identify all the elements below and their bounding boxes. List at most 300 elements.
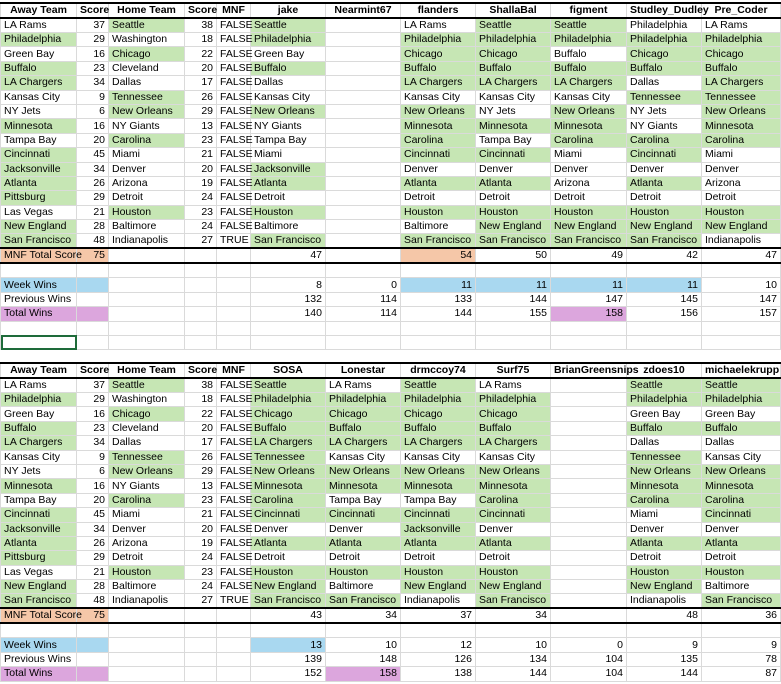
away-team-cell[interactable]: LA Chargers <box>1 76 77 90</box>
mnf-cell[interactable]: FALSE <box>217 551 251 565</box>
pick-cell[interactable]: Philadelphia <box>251 393 326 407</box>
empty-cell[interactable] <box>551 335 627 349</box>
away-score-cell[interactable]: 28 <box>77 220 109 234</box>
home-score-cell[interactable]: 21 <box>185 148 217 162</box>
pick-cell[interactable]: Minnesota <box>326 479 401 493</box>
pick-cell[interactable]: Tampa Bay <box>476 133 551 147</box>
pick-cell[interactable]: Denver <box>401 162 476 176</box>
pick-cell[interactable] <box>326 176 401 190</box>
pick-cell[interactable] <box>551 508 627 522</box>
total-wins-label[interactable]: Total Wins <box>1 307 77 321</box>
empty-cell[interactable] <box>217 652 251 666</box>
pick-cell[interactable] <box>326 133 401 147</box>
pick-cell[interactable]: LA Rams <box>702 18 781 33</box>
week-wins-cell[interactable]: 0 <box>551 638 627 652</box>
home-score-cell[interactable]: 17 <box>185 436 217 450</box>
empty-cell[interactable] <box>185 307 217 321</box>
empty-cell[interactable] <box>185 623 217 637</box>
away-team-cell[interactable]: Cincinnati <box>1 148 77 162</box>
away-score-cell[interactable]: 45 <box>77 508 109 522</box>
pick-cell[interactable]: Buffalo <box>551 61 627 75</box>
week-wins-label[interactable]: Week Wins <box>1 278 77 292</box>
pick-cell[interactable]: Atlanta <box>476 176 551 190</box>
mnf-score-cell[interactable]: 37 <box>401 608 476 623</box>
away-team-cell[interactable]: NY Jets <box>1 464 77 478</box>
pick-cell[interactable]: Detroit <box>627 551 702 565</box>
week-wins-cell[interactable]: 8 <box>251 278 326 292</box>
empty-cell[interactable] <box>109 321 185 335</box>
pick-cell[interactable]: San Francisco <box>251 594 326 609</box>
home-team-cell[interactable]: Houston <box>109 205 185 219</box>
pick-cell[interactable] <box>551 522 627 536</box>
empty-cell[interactable] <box>401 321 476 335</box>
away-team-cell[interactable]: New England <box>1 580 77 594</box>
total-wins-cell[interactable]: 144 <box>476 667 551 681</box>
home-team-cell[interactable]: Detroit <box>109 191 185 205</box>
away-team-cell[interactable]: Philadelphia <box>1 393 77 407</box>
mnf-cell[interactable]: FALSE <box>217 148 251 162</box>
pick-cell[interactable]: Chicago <box>627 47 702 61</box>
mnf-cell[interactable]: FALSE <box>217 378 251 393</box>
pick-cell[interactable]: Kansas City <box>702 450 781 464</box>
empty-cell[interactable] <box>401 263 476 277</box>
empty-cell[interactable] <box>476 321 551 335</box>
column-header[interactable]: drmccoy74 <box>401 363 476 378</box>
pick-cell[interactable]: Tennessee <box>251 450 326 464</box>
empty-cell[interactable] <box>109 667 185 681</box>
home-team-cell[interactable]: Dallas <box>109 436 185 450</box>
pick-cell[interactable]: New England <box>551 220 627 234</box>
empty-cell[interactable] <box>109 248 185 263</box>
pick-cell[interactable]: LA Rams <box>326 378 401 393</box>
pick-cell[interactable]: Philadelphia <box>476 33 551 47</box>
away-score-cell[interactable]: 29 <box>77 33 109 47</box>
home-score-cell[interactable]: 23 <box>185 493 217 507</box>
away-score-cell[interactable]: 48 <box>77 234 109 249</box>
pick-cell[interactable] <box>326 119 401 133</box>
pick-cell[interactable]: Seattle <box>476 18 551 33</box>
pick-cell[interactable]: Buffalo <box>326 421 401 435</box>
mnf-cell[interactable]: FALSE <box>217 493 251 507</box>
empty-cell[interactable] <box>1 623 77 637</box>
pick-cell[interactable]: Philadelphia <box>627 393 702 407</box>
pick-cell[interactable]: Seattle <box>551 18 627 33</box>
home-team-cell[interactable]: Carolina <box>109 133 185 147</box>
away-score-cell[interactable]: 9 <box>77 90 109 104</box>
week-wins-cell[interactable]: 12 <box>401 638 476 652</box>
pick-cell[interactable]: Denver <box>476 522 551 536</box>
pick-cell[interactable]: NY Jets <box>627 104 702 118</box>
mnf-cell[interactable]: FALSE <box>217 76 251 90</box>
pick-cell[interactable]: NY Jets <box>476 104 551 118</box>
mnf-cell[interactable]: FALSE <box>217 464 251 478</box>
pick-cell[interactable]: Miami <box>627 508 702 522</box>
empty-cell[interactable] <box>185 292 217 306</box>
previous-wins-cell[interactable]: 126 <box>401 652 476 666</box>
home-score-cell[interactable]: 19 <box>185 176 217 190</box>
away-team-cell[interactable]: LA Rams <box>1 378 77 393</box>
home-team-cell[interactable]: Carolina <box>109 493 185 507</box>
mnf-cell[interactable]: FALSE <box>217 33 251 47</box>
column-header[interactable]: zdoes10 <box>627 363 702 378</box>
away-score-cell[interactable]: 26 <box>77 536 109 550</box>
away-team-cell[interactable]: Tampa Bay <box>1 493 77 507</box>
column-header[interactable]: Away Team <box>1 3 77 18</box>
mnf-total-label[interactable]: MNF Total Score <box>1 248 77 263</box>
home-team-cell[interactable]: Dallas <box>109 76 185 90</box>
mnf-score-cell[interactable]: 36 <box>702 608 781 623</box>
empty-cell[interactable] <box>109 292 185 306</box>
home-score-cell[interactable]: 24 <box>185 220 217 234</box>
pick-cell[interactable]: New England <box>251 580 326 594</box>
home-score-cell[interactable]: 13 <box>185 119 217 133</box>
pick-cell[interactable] <box>326 148 401 162</box>
previous-wins-cell[interactable]: 147 <box>702 292 781 306</box>
home-score-cell[interactable]: 19 <box>185 536 217 550</box>
mnf-score-cell[interactable]: 49 <box>551 248 627 263</box>
empty-cell[interactable] <box>109 623 185 637</box>
pick-cell[interactable]: Baltimore <box>326 580 401 594</box>
pick-cell[interactable]: Philadelphia <box>326 393 401 407</box>
empty-cell[interactable] <box>185 667 217 681</box>
mnf-score-cell[interactable]: 34 <box>476 608 551 623</box>
empty-cell[interactable] <box>251 263 326 277</box>
pick-cell[interactable]: Minnesota <box>702 119 781 133</box>
total-wins-cell[interactable]: 114 <box>326 307 401 321</box>
column-header[interactable]: Nearmint67 <box>326 3 401 18</box>
mnf-score-cell[interactable]: 43 <box>251 608 326 623</box>
away-score-cell[interactable]: 23 <box>77 421 109 435</box>
pick-cell[interactable]: San Francisco <box>401 234 476 249</box>
pick-cell[interactable]: Indianapolis <box>401 594 476 609</box>
previous-wins-label[interactable]: Previous Wins <box>1 292 77 306</box>
pick-cell[interactable]: Tampa Bay <box>251 133 326 147</box>
pick-cell[interactable]: LA Chargers <box>326 436 401 450</box>
empty-cell[interactable] <box>217 321 251 335</box>
previous-wins-cell[interactable]: 104 <box>551 652 627 666</box>
column-header[interactable]: michaelekrupp <box>702 363 781 378</box>
away-team-cell[interactable]: Pittsburg <box>1 191 77 205</box>
pick-cell[interactable]: Green Bay <box>627 407 702 421</box>
away-team-cell[interactable]: LA Chargers <box>1 436 77 450</box>
away-score-cell[interactable]: 29 <box>77 393 109 407</box>
pick-cell[interactable]: San Francisco <box>551 234 627 249</box>
total-wins-cell[interactable]: 156 <box>627 307 702 321</box>
mnf-cell[interactable]: FALSE <box>217 119 251 133</box>
away-score-cell[interactable]: 45 <box>77 148 109 162</box>
away-score-cell[interactable]: 21 <box>77 205 109 219</box>
pick-cell[interactable] <box>326 90 401 104</box>
away-team-cell[interactable]: Buffalo <box>1 421 77 435</box>
column-header[interactable]: Score <box>185 3 217 18</box>
pick-cell[interactable] <box>326 76 401 90</box>
away-team-cell[interactable]: Tampa Bay <box>1 133 77 147</box>
mnf-score-cell[interactable] <box>326 248 401 263</box>
empty-cell[interactable] <box>77 321 109 335</box>
home-team-cell[interactable]: NY Giants <box>109 119 185 133</box>
pick-cell[interactable]: LA Chargers <box>401 436 476 450</box>
mnf-score-cell[interactable]: 54 <box>401 248 476 263</box>
empty-cell[interactable] <box>77 652 109 666</box>
away-score-cell[interactable]: 29 <box>77 551 109 565</box>
column-header[interactable]: MNF <box>217 3 251 18</box>
away-score-cell[interactable]: 37 <box>77 378 109 393</box>
mnf-cell[interactable]: FALSE <box>217 205 251 219</box>
mnf-score-cell[interactable]: 34 <box>326 608 401 623</box>
pick-cell[interactable]: New England <box>476 220 551 234</box>
pick-cell[interactable] <box>326 162 401 176</box>
away-team-cell[interactable]: Las Vegas <box>1 565 77 579</box>
pick-cell[interactable] <box>326 220 401 234</box>
pick-cell[interactable] <box>326 47 401 61</box>
home-team-cell[interactable]: Tennessee <box>109 450 185 464</box>
away-team-cell[interactable]: Kansas City <box>1 90 77 104</box>
pick-cell[interactable]: Tennessee <box>702 90 781 104</box>
away-score-cell[interactable]: 21 <box>77 565 109 579</box>
pick-cell[interactable]: Dallas <box>702 436 781 450</box>
away-team-cell[interactable]: Green Bay <box>1 47 77 61</box>
pick-cell[interactable]: Houston <box>326 565 401 579</box>
mnf-cell[interactable]: FALSE <box>217 133 251 147</box>
empty-cell[interactable] <box>77 292 109 306</box>
pick-cell[interactable]: Philadelphia <box>401 393 476 407</box>
pick-cell[interactable]: Cincinnati <box>627 148 702 162</box>
pick-cell[interactable]: Detroit <box>251 551 326 565</box>
pick-cell[interactable]: Tampa Bay <box>401 493 476 507</box>
home-score-cell[interactable]: 23 <box>185 565 217 579</box>
pick-cell[interactable]: Carolina <box>702 133 781 147</box>
empty-cell[interactable] <box>77 638 109 652</box>
pick-cell[interactable] <box>326 18 401 33</box>
pick-cell[interactable]: Philadelphia <box>627 18 702 33</box>
pick-cell[interactable]: Denver <box>702 162 781 176</box>
mnf-cell[interactable]: FALSE <box>217 393 251 407</box>
home-team-cell[interactable]: Arizona <box>109 176 185 190</box>
total-wins-label[interactable]: Total Wins <box>1 667 77 681</box>
column-header[interactable]: Pre_Coder <box>702 3 781 18</box>
home-score-cell[interactable]: 20 <box>185 162 217 176</box>
pick-cell[interactable] <box>326 104 401 118</box>
pick-cell[interactable]: Carolina <box>251 493 326 507</box>
away-score-cell[interactable]: 16 <box>77 119 109 133</box>
pick-cell[interactable] <box>551 493 627 507</box>
pick-cell[interactable]: Minnesota <box>702 479 781 493</box>
pick-cell[interactable]: Baltimore <box>702 580 781 594</box>
pick-cell[interactable] <box>551 551 627 565</box>
week-wins-cell[interactable]: 0 <box>326 278 401 292</box>
pick-cell[interactable]: Buffalo <box>702 421 781 435</box>
empty-cell[interactable] <box>702 335 781 349</box>
mnf-cell[interactable]: FALSE <box>217 18 251 33</box>
home-team-cell[interactable]: Tennessee <box>109 90 185 104</box>
away-team-cell[interactable]: Pittsburg <box>1 551 77 565</box>
column-header[interactable]: MNF <box>217 363 251 378</box>
home-team-cell[interactable]: Miami <box>109 148 185 162</box>
pick-cell[interactable]: Green Bay <box>702 407 781 421</box>
previous-wins-cell[interactable]: 145 <box>627 292 702 306</box>
away-team-cell[interactable]: Minnesota <box>1 119 77 133</box>
away-team-cell[interactable]: Kansas City <box>1 450 77 464</box>
pick-cell[interactable]: Cincinnati <box>476 148 551 162</box>
total-wins-cell[interactable]: 140 <box>251 307 326 321</box>
away-score-cell[interactable]: 34 <box>77 162 109 176</box>
pick-cell[interactable]: Houston <box>551 205 627 219</box>
home-team-cell[interactable]: Houston <box>109 565 185 579</box>
home-score-cell[interactable]: 20 <box>185 61 217 75</box>
pick-cell[interactable]: Atlanta <box>251 176 326 190</box>
pick-cell[interactable]: Chicago <box>401 47 476 61</box>
home-team-cell[interactable]: Cleveland <box>109 61 185 75</box>
pick-cell[interactable]: Houston <box>476 205 551 219</box>
away-score-cell[interactable]: 26 <box>77 176 109 190</box>
pick-cell[interactable]: Detroit <box>476 191 551 205</box>
home-score-cell[interactable]: 20 <box>185 421 217 435</box>
pick-cell[interactable]: Atlanta <box>627 536 702 550</box>
previous-wins-cell[interactable]: 134 <box>476 652 551 666</box>
empty-cell[interactable] <box>251 623 326 637</box>
column-header[interactable]: BrianGreensnips <box>551 363 627 378</box>
away-score-cell[interactable]: 20 <box>77 133 109 147</box>
pick-cell[interactable]: Cincinnati <box>326 508 401 522</box>
empty-cell[interactable] <box>401 623 476 637</box>
empty-cell[interactable] <box>251 335 326 349</box>
pick-cell[interactable]: Denver <box>476 162 551 176</box>
pick-cell[interactable]: New Orleans <box>401 464 476 478</box>
pick-cell[interactable]: Detroit <box>401 191 476 205</box>
column-header[interactable]: figment <box>551 3 627 18</box>
away-score-cell[interactable]: 6 <box>77 104 109 118</box>
pick-cell[interactable]: Minnesota <box>476 479 551 493</box>
total-wins-cell[interactable]: 87 <box>702 667 781 681</box>
pick-cell[interactable]: Buffalo <box>251 61 326 75</box>
pick-cell[interactable]: Atlanta <box>401 536 476 550</box>
empty-cell[interactable] <box>185 321 217 335</box>
home-team-cell[interactable]: New Orleans <box>109 464 185 478</box>
empty-cell[interactable] <box>326 623 401 637</box>
previous-wins-cell[interactable]: 133 <box>401 292 476 306</box>
pick-cell[interactable]: Chicago <box>251 407 326 421</box>
away-score-cell[interactable]: 16 <box>77 407 109 421</box>
pick-cell[interactable]: NY Giants <box>251 119 326 133</box>
pick-cell[interactable]: Atlanta <box>476 536 551 550</box>
home-score-cell[interactable]: 27 <box>185 234 217 249</box>
mnf-cell[interactable]: FALSE <box>217 176 251 190</box>
mnf-total-value[interactable]: 75 <box>77 608 109 623</box>
pick-cell[interactable]: Philadelphia <box>627 33 702 47</box>
pick-cell[interactable]: Buffalo <box>251 421 326 435</box>
away-team-cell[interactable]: Philadelphia <box>1 33 77 47</box>
mnf-total-value[interactable]: 75 <box>77 248 109 263</box>
pick-cell[interactable]: Denver <box>627 522 702 536</box>
empty-cell[interactable] <box>109 307 185 321</box>
away-team-cell[interactable]: San Francisco <box>1 234 77 249</box>
empty-cell[interactable] <box>326 321 401 335</box>
mnf-score-cell[interactable]: 48 <box>627 608 702 623</box>
home-score-cell[interactable]: 20 <box>185 522 217 536</box>
home-team-cell[interactable]: NY Giants <box>109 479 185 493</box>
away-team-cell[interactable]: Atlanta <box>1 536 77 550</box>
pick-cell[interactable] <box>326 191 401 205</box>
home-team-cell[interactable]: Chicago <box>109 47 185 61</box>
home-team-cell[interactable]: Baltimore <box>109 220 185 234</box>
pick-cell[interactable]: New England <box>627 580 702 594</box>
pick-cell[interactable]: Minnesota <box>627 479 702 493</box>
pick-cell[interactable]: Kansas City <box>551 90 627 104</box>
empty-cell[interactable] <box>702 321 781 335</box>
mnf-cell[interactable]: FALSE <box>217 522 251 536</box>
pick-cell[interactable]: Philadelphia <box>702 393 781 407</box>
pick-cell[interactable]: Carolina <box>401 133 476 147</box>
pick-cell[interactable]: New England <box>702 220 781 234</box>
home-score-cell[interactable]: 27 <box>185 594 217 609</box>
pick-cell[interactable]: Kansas City <box>476 90 551 104</box>
column-header[interactable]: Score <box>185 363 217 378</box>
column-header[interactable]: jake <box>251 3 326 18</box>
away-team-cell[interactable]: Cincinnati <box>1 508 77 522</box>
pick-cell[interactable]: Seattle <box>251 18 326 33</box>
pick-cell[interactable]: LA Rams <box>476 378 551 393</box>
pick-cell[interactable]: Houston <box>476 565 551 579</box>
empty-cell[interactable] <box>326 335 401 349</box>
column-header[interactable]: Score <box>77 363 109 378</box>
home-score-cell[interactable]: 29 <box>185 464 217 478</box>
total-wins-cell[interactable]: 158 <box>326 667 401 681</box>
away-team-cell[interactable]: NY Jets <box>1 104 77 118</box>
home-score-cell[interactable]: 21 <box>185 508 217 522</box>
pick-cell[interactable]: NY Giants <box>627 119 702 133</box>
pick-cell[interactable]: Arizona <box>702 176 781 190</box>
away-team-cell[interactable]: Jacksonville <box>1 522 77 536</box>
pick-cell[interactable]: Indianapolis <box>627 594 702 609</box>
pick-cell[interactable]: Kansas City <box>401 450 476 464</box>
away-team-cell[interactable]: Las Vegas <box>1 205 77 219</box>
empty-cell[interactable] <box>77 623 109 637</box>
pick-cell[interactable] <box>326 205 401 219</box>
home-score-cell[interactable]: 18 <box>185 393 217 407</box>
empty-cell[interactable] <box>551 321 627 335</box>
column-header[interactable]: Score <box>77 3 109 18</box>
empty-cell[interactable] <box>627 321 702 335</box>
away-team-cell[interactable]: Atlanta <box>1 176 77 190</box>
home-score-cell[interactable]: 13 <box>185 479 217 493</box>
pick-cell[interactable]: Detroit <box>551 191 627 205</box>
total-wins-cell[interactable]: 144 <box>627 667 702 681</box>
pick-cell[interactable]: Baltimore <box>251 220 326 234</box>
week-wins-cell[interactable]: 13 <box>251 638 326 652</box>
home-score-cell[interactable]: 23 <box>185 133 217 147</box>
pick-cell[interactable]: Houston <box>627 565 702 579</box>
home-team-cell[interactable]: Cleveland <box>109 421 185 435</box>
pick-cell[interactable]: Denver <box>251 522 326 536</box>
home-score-cell[interactable]: 38 <box>185 378 217 393</box>
pick-cell[interactable]: Houston <box>251 205 326 219</box>
column-header[interactable]: Lonestar <box>326 363 401 378</box>
pick-cell[interactable]: New Orleans <box>251 104 326 118</box>
home-score-cell[interactable]: 38 <box>185 18 217 33</box>
pick-cell[interactable]: Tampa Bay <box>326 493 401 507</box>
pick-cell[interactable] <box>326 234 401 249</box>
pick-cell[interactable]: New Orleans <box>702 104 781 118</box>
pick-cell[interactable]: Houston <box>702 205 781 219</box>
empty-cell[interactable] <box>217 608 251 623</box>
empty-cell[interactable] <box>326 263 401 277</box>
home-score-cell[interactable]: 24 <box>185 191 217 205</box>
empty-cell[interactable] <box>185 608 217 623</box>
pick-cell[interactable]: Houston <box>401 205 476 219</box>
empty-cell[interactable] <box>1 335 77 349</box>
mnf-cell[interactable]: FALSE <box>217 565 251 579</box>
home-score-cell[interactable]: 18 <box>185 33 217 47</box>
